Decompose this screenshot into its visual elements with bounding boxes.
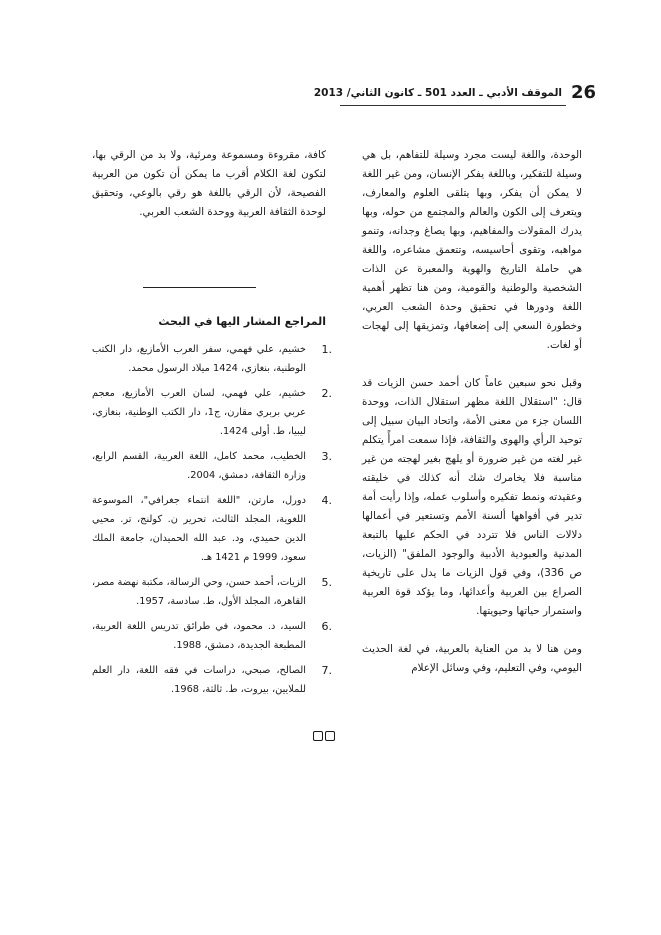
square-icon <box>325 731 335 741</box>
page-number: 26 <box>570 82 596 103</box>
reference-text: دورل، مارتن، "اللغة انتماء جغرافي"، الموسوعة اللغوية، المجلد الثالث، تحرير ن. كولنج، تر. محيي الدين حميدي، ود. عبد الله الحميدان، جامعة الملك سعود، 1999 م 1421 هـ. <box>92 495 306 563</box>
left-column <box>92 146 326 222</box>
reference-number: 6. <box>321 620 332 633</box>
reference-text: خشيم، علي فهمي، سفر العرب الأمازيغ، دار الكتب الوطنية، بنغازي، 1424 ميلاد الرسول محمد. <box>92 344 306 374</box>
reference-number: 2. <box>321 387 332 400</box>
reference-item <box>92 617 332 655</box>
reference-item <box>92 573 332 611</box>
reference-item <box>92 447 332 485</box>
reference-item <box>92 661 332 699</box>
reference-text: السيد، د. محمود، في طرائق تدريس اللغة العربية، المطبعة الجديدة، دمشق، 1988. <box>92 621 306 651</box>
reference-number: 7. <box>321 664 332 677</box>
reference-text: خشيم، علي فهمي، لسان العرب الأمازيغ، معجم عربي بربري مقارن، ج1، دار الكتب الوطنية، بنغازي، ليبيا، ط. أولى 1424. <box>92 388 306 437</box>
paragraph: ومن هنا لا بد من العناية بالعربية، في لغة الحديث اليومي، وفي التعليم، وفي وسائل الإعلام <box>362 643 582 674</box>
reference-number: 5. <box>321 576 332 589</box>
reference-text: الصالح، صبحي، دراسات في فقه اللغة، دار العلم للملايين، بيروت، ط. ثالثة، 1968. <box>92 665 306 695</box>
right-column <box>362 146 582 678</box>
reference-text: الخطيب، محمد كامل، اللغة العربية، القسم الرابع، وزارة الثقافة، دمشق، 2004. <box>92 451 306 481</box>
references-heading: المراجع المشار اليها في البحث <box>158 315 326 328</box>
paragraph: وقبل نحو سبعين عاماً كان أحمد حسن الزيات قد قال: "استقلال اللغة مظهر استقلال الذات، ووحدة اللسان جزء من معنى الأمة، واتحاد البيان سبيل إلى توحيد الرأي والهوى والثقافة، فإذا سمعت امرأً يتكلم غير لغته من غير ضرورة أو يلهج بغير لهجته من غير مناسبة فلا يخامرك شك أنه كذلك في خليقته وعقيدته ونمط تفكيره وأسلوب عمله، وإذا رأيت أمة تدير في أفواهها ألسنة الأمم وتستعير في أعمالها دلالات الناس فلا تتردد في الحكم عليها بالتبعة المدنية والعبودية الأدبية والوجود الملفق" (الزيات، ص 336)، وفي قول الزيات ما يدل على تاريخية الصراع بين العربية وأعدائها، وما يؤكد قوة العربية واستمرار حياتها وحيويتها. <box>362 377 582 617</box>
reference-number: 3. <box>321 450 332 463</box>
reference-item <box>92 491 332 567</box>
page-header <box>313 82 596 110</box>
header-rule <box>340 105 566 106</box>
reference-text: الزيات، أحمد حسن، وحي الرسالة، مكتبة نهضة مصر، القاهرة، المجلد الأول، ط. سادسة، 1957. <box>92 577 306 607</box>
square-icon <box>313 731 323 741</box>
reference-number: 4. <box>321 494 332 507</box>
reference-item <box>92 340 332 378</box>
section-divider <box>143 287 256 288</box>
running-head: الموقف الأدبي ـ العدد 501 ـ كانون الثاني/ 2013 <box>313 87 562 99</box>
paragraph: الوحدة، واللغة ليست مجرد وسيلة للتفاهم، بل هي وسيلة للتفكير، وباللغة يفكر الإنسان، ومن غير اللغة لا يمكن أن يفكر، وبها يتلقى العلوم والمعارف، ويتعرف إلى الكون والعالم والمجتمع من حوله، وبها يدرك المقولات والمفاهيم، وبها يصاغ وجدانه، وتنمو مواهبه، وتقوى أحاسيسه، وتتعمق مشاعره، واللغة هي حاملة التاريخ والهوية والمعبرة عن الذات الشخصية والوطنية والقومية، ومن هنا تظهر أهمية اللغة ودورها في تحقيق وحدة الشعب العربي، وخطورة السعي إلى إضعافها، وتمزيقها إلى لهجات أو لغات. <box>362 149 582 351</box>
end-of-article-mark <box>313 731 335 741</box>
paragraph: كافة، مقروءة ومسموعة ومرئية، ولا بد من الرقي بها، لتكون لغة الكلام أقرب ما يمكن أن تكون من العربية الفصيحة، لأن الرقي باللغة هو رقي بالوعي، وتحقيق لوحدة الثقافة العربية ووحدة الشعب العربي. <box>92 149 326 218</box>
reference-item <box>92 384 332 441</box>
references-list <box>92 340 332 705</box>
reference-number: 1. <box>321 343 332 356</box>
